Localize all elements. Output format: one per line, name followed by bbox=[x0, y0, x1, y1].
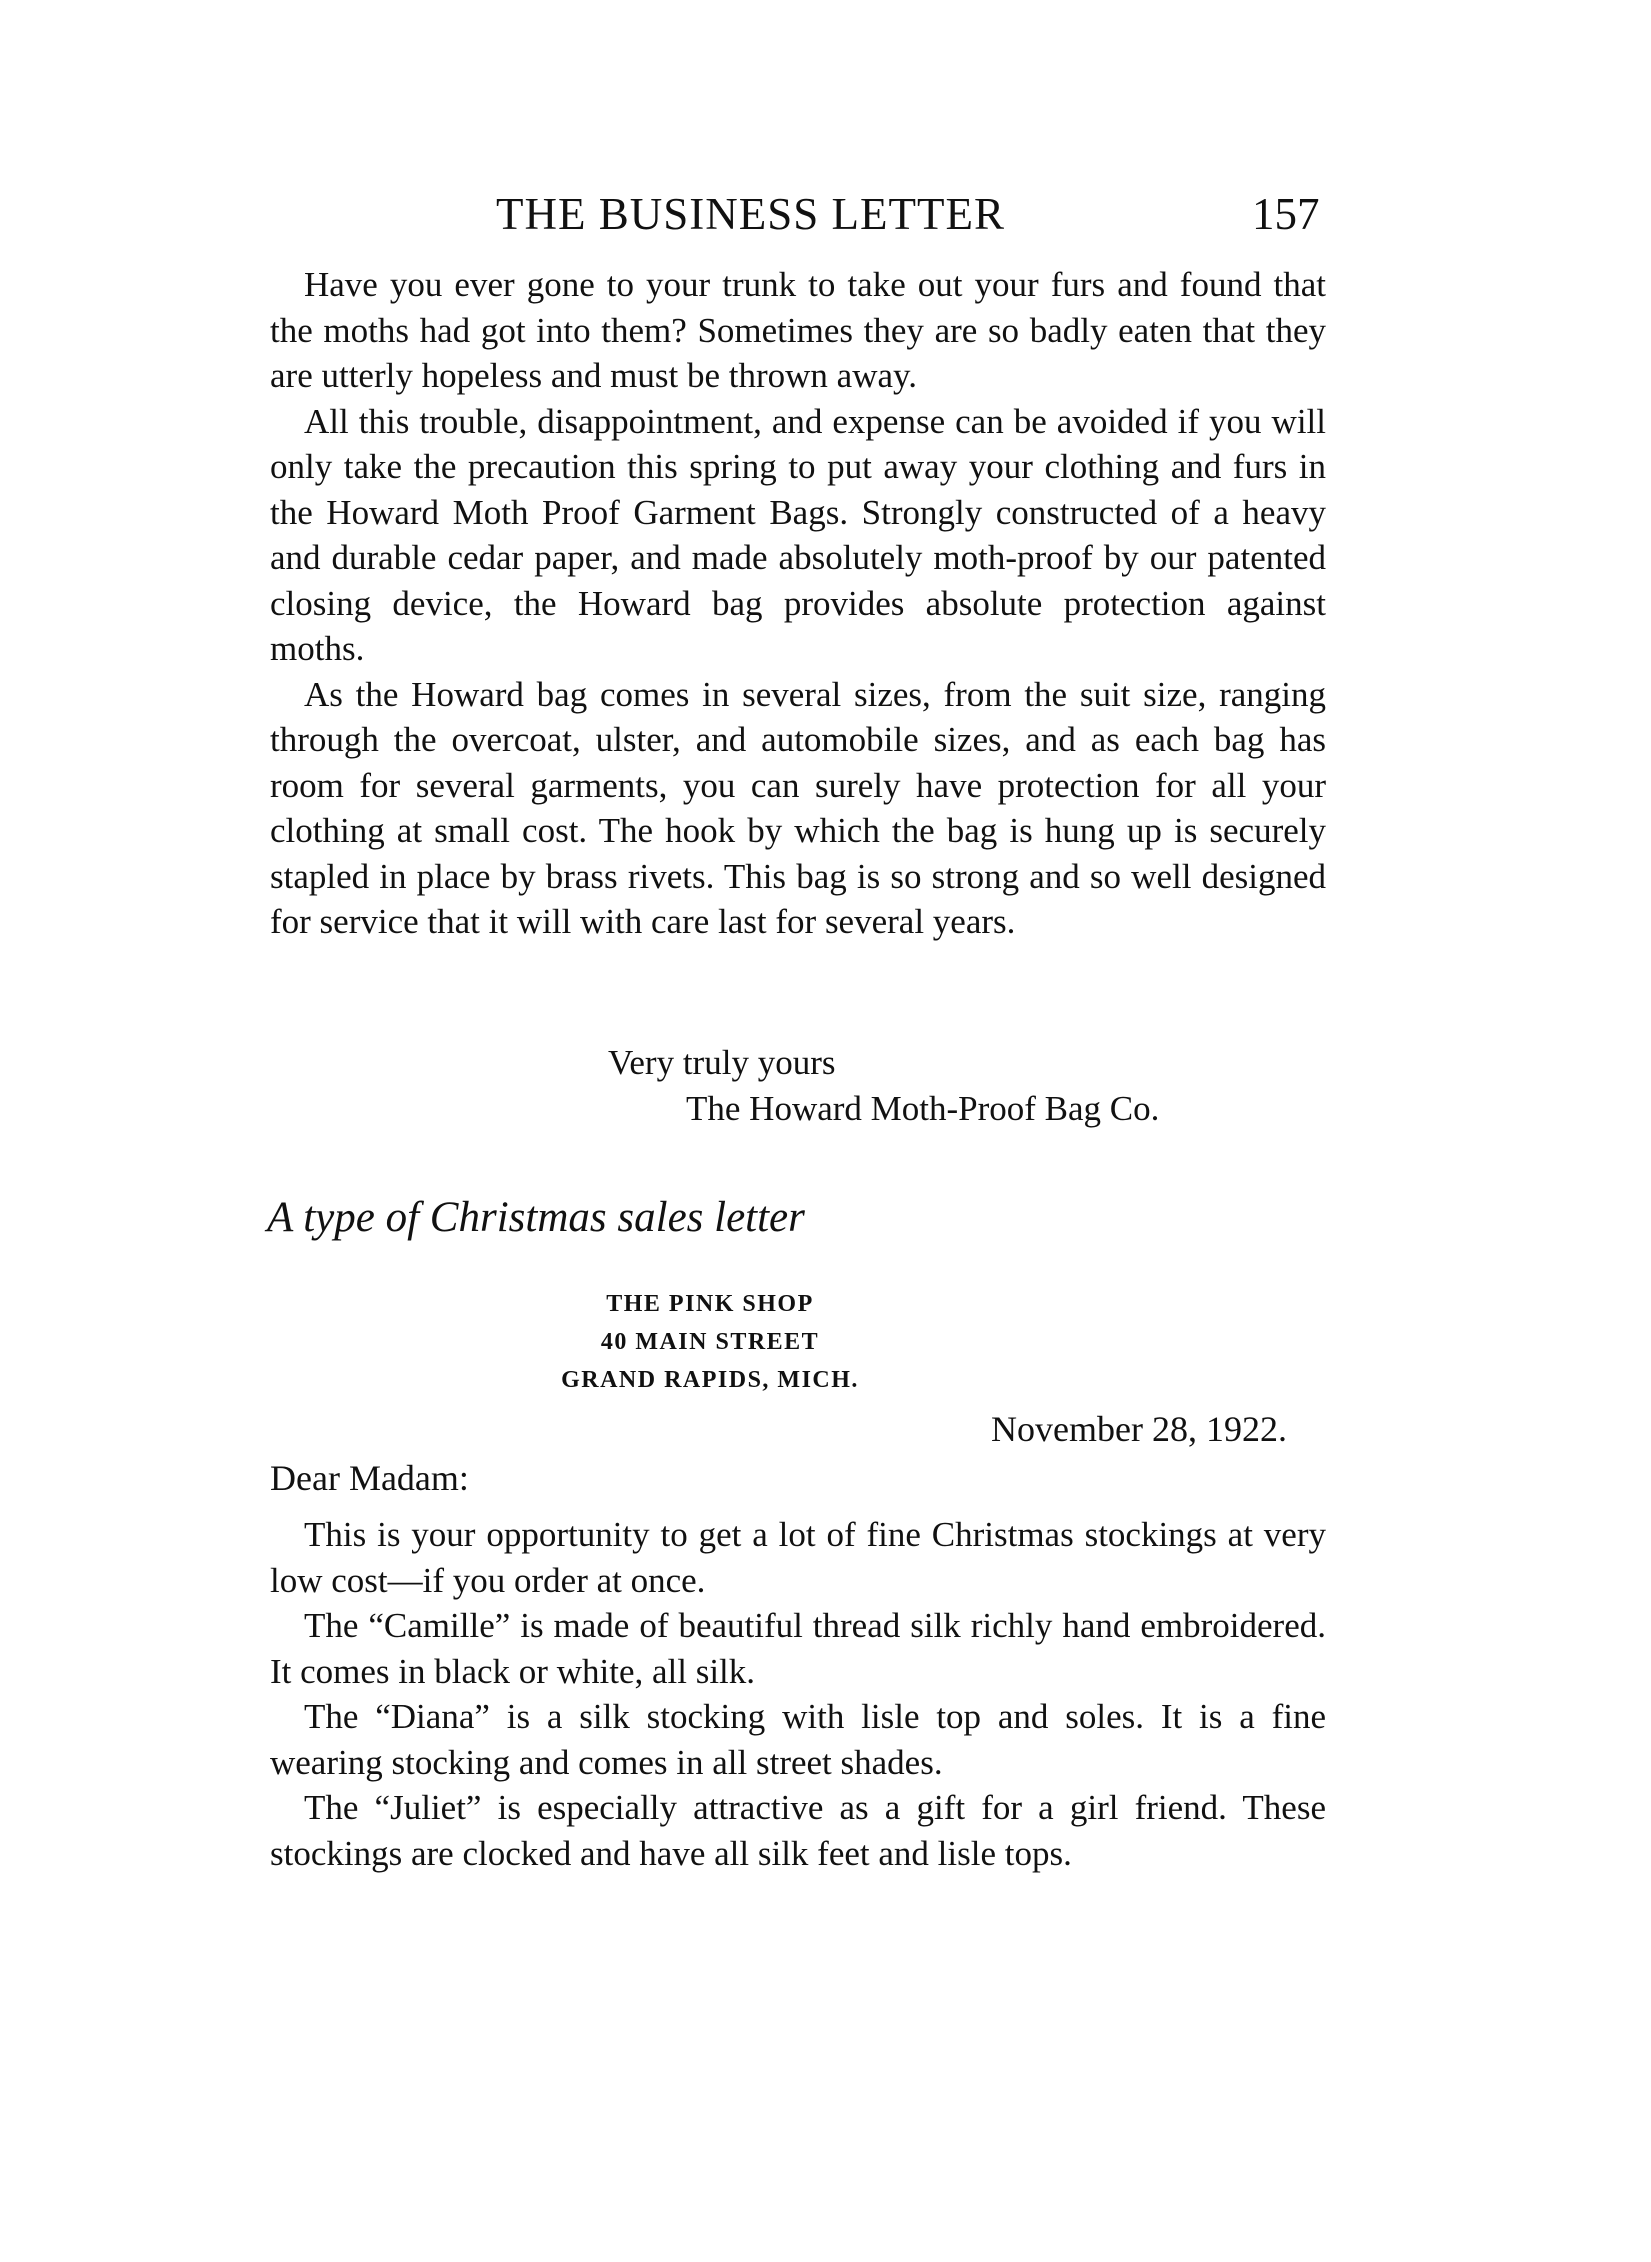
letter-body-howard bbox=[270, 262, 1326, 945]
letterhead bbox=[560, 1285, 860, 1399]
letterhead-street: 40 MAIN STREET bbox=[600, 1329, 820, 1355]
paragraph: This is your opportunity to get a lot of fine Christmas stockings at very low cost—if you order at once. bbox=[270, 1515, 1326, 1600]
paragraph: The “Camille” is made of beautiful thread silk richly hand embroidered. It comes in black or white, all silk. bbox=[270, 1606, 1326, 1691]
page-number: 157 bbox=[1252, 189, 1320, 239]
paragraph: As the Howard bag comes in several sizes, from the suit size, ranging through the overcoat, ulster, and automobile sizes, and as each bag has room for several garments, you can surely have protection for all your clothing at small cost. The hook by which the bag is hung up is securely stapled in place by brass rivets. This bag is so strong and so well designed for service that it will with care last for several years. bbox=[270, 674, 1326, 941]
running-head: THE BUSINESS LETTER bbox=[496, 189, 1005, 239]
signature: The Howard Moth-Proof Bag Co. bbox=[686, 1089, 1160, 1128]
salutation: Dear Madam: bbox=[270, 1458, 469, 1498]
letter-date: November 28, 1922. bbox=[991, 1409, 1287, 1449]
paragraph: All this trouble, disappointment, and expense can be avoided if you will only take the precaution this spring to put away your clothing and furs in the Howard Moth Proof Garment Bags. Strongly constructed of a heavy and durable cedar paper, and made absolutely moth-proof by our patented closing device, the Howard bag provides absolute protection against moths. bbox=[270, 401, 1326, 668]
letterhead-city: GRAND RAPIDS, MICH. bbox=[561, 1367, 859, 1393]
section-title: A type of Christmas sales letter bbox=[267, 1194, 805, 1241]
paragraph: The “Juliet” is especially attractive as a gift for a girl friend. These stockings are clocked and have all silk feet and lisle tops. bbox=[270, 1788, 1326, 1873]
complimentary-close: Very truly yours bbox=[608, 1043, 836, 1082]
letter-closing-howard bbox=[608, 1040, 1159, 1132]
paragraph: The “Diana” is a silk stocking with lisle top and soles. It is a fine wearing stocking and comes in all street shades. bbox=[270, 1697, 1326, 1782]
letterhead-shop-name: THE PINK SHOP bbox=[606, 1291, 814, 1317]
letter-body-pink-shop bbox=[270, 1512, 1326, 1876]
paragraph: Have you ever gone to your trunk to take out your furs and found that the moths had got into them? Sometimes they are so badly eaten that they are utterly hopeless and must be thrown away. bbox=[270, 265, 1326, 395]
